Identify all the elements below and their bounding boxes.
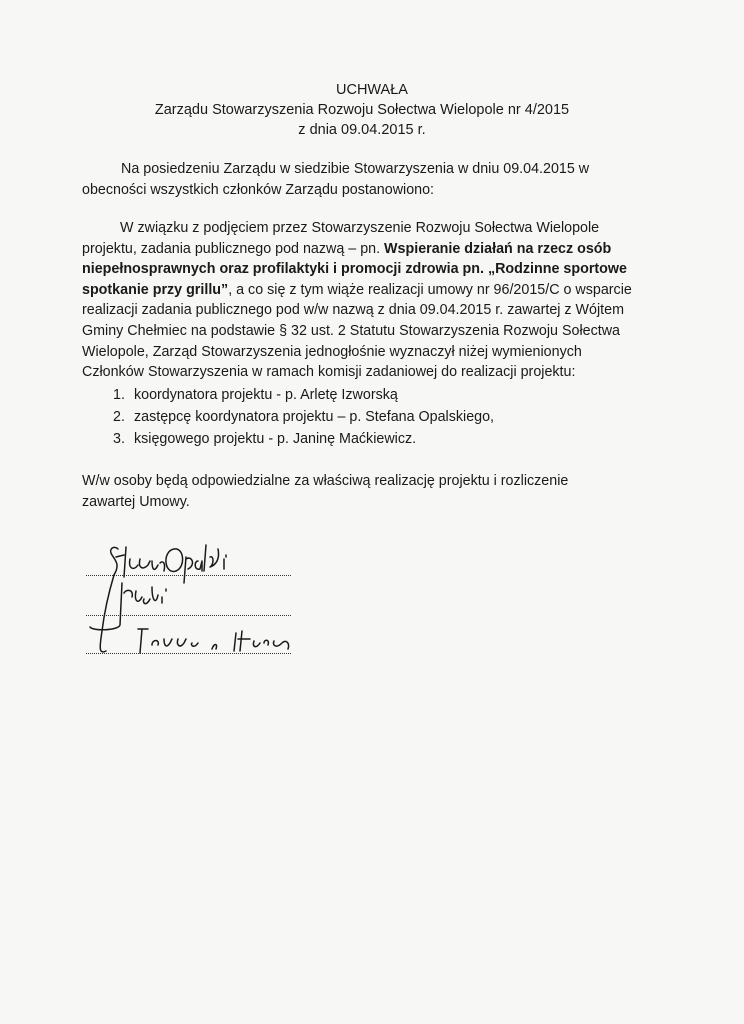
signature-block — [78, 535, 358, 675]
signature-1 — [111, 545, 226, 583]
paragraph-line: Gminy Chełmiec na podstawie § 32 ust. 2 Statutu Stowarzyszenia Rozwoju Sołectwa — [82, 322, 620, 339]
paragraph-line: Wielopole, Zarząd Stowarzyszenia jednogłośnie wyznaczył niżej wymienionych — [82, 343, 582, 360]
signature-3 — [138, 629, 289, 653]
paragraph-resolution — [82, 218, 662, 383]
paragraph-line: Na posiedzeniu Zarządu w siedzibie Stowarzyszenia w dniu 09.04.2015 w — [121, 161, 590, 177]
list-text: księgowego projektu - p. Janinę Maćkiewicz. — [134, 431, 417, 447]
list-number: 2. — [113, 409, 125, 425]
paragraph-line: niepełnosprawnych oraz profilaktyki i promocji zdrowia pn. „Rodzinne sportowe — [82, 261, 627, 278]
document-title: UCHWAŁA — [336, 82, 408, 98]
paragraph-line — [82, 239, 662, 260]
text-bold: spotkanie przy grillu” — [82, 281, 229, 298]
list-item — [113, 384, 494, 406]
handwritten-signatures — [78, 535, 358, 675]
signature-loop — [100, 575, 114, 652]
appointee-list — [113, 384, 494, 450]
document-date: z dnia 09.04.2015 r. — [298, 122, 426, 138]
paragraph-line: W związku z podjęciem przez Stowarzyszenie Rozwoju Sołectwa Wielopole — [120, 220, 600, 236]
paragraph-line: W/w osoby będą odpowiedzialne za właściwą realizację projektu i rozliczenie — [82, 473, 569, 489]
list-number: 3. — [113, 431, 125, 447]
paragraph-line: realizacji zadania publicznego pod w/w nazwą z dnia 09.04.2015 r. zawartej z Wójtem — [82, 302, 624, 319]
paragraph-line — [82, 280, 662, 301]
list-text: koordynatora projektu - p. Arletę Izworską — [134, 387, 398, 403]
paragraph-line: Członków Stowarzyszenia w ramach komisji zadaniowej do realizacji projektu: — [82, 364, 576, 381]
paragraph-line: zawartej Umowy. — [82, 493, 190, 510]
document-subtitle: Zarządu Stowarzyszenia Rozwoju Sołectwa Wielopole nr 4/2015 — [154, 102, 570, 118]
list-number: 1. — [113, 387, 125, 403]
list-item — [113, 406, 494, 428]
signature-2 — [90, 583, 166, 630]
list-item — [113, 428, 494, 450]
paragraph-closing — [82, 471, 662, 512]
paragraph-line: obecności wszystkich członków Zarządu postanowiono: — [82, 181, 435, 198]
list-text: zastępcę koordynatora projektu – p. Stefana Opalskiego, — [134, 409, 495, 425]
text-normal: projektu, zadania publicznego pod nazwą – pn. — [82, 240, 385, 257]
paragraph-intro — [82, 159, 656, 200]
text-bold: Wspieranie działań na rzecz osób — [384, 240, 612, 257]
text-normal: , a co się z tym wiąże realizacji umowy nr 96/2015/C o wsparcie — [228, 281, 632, 298]
